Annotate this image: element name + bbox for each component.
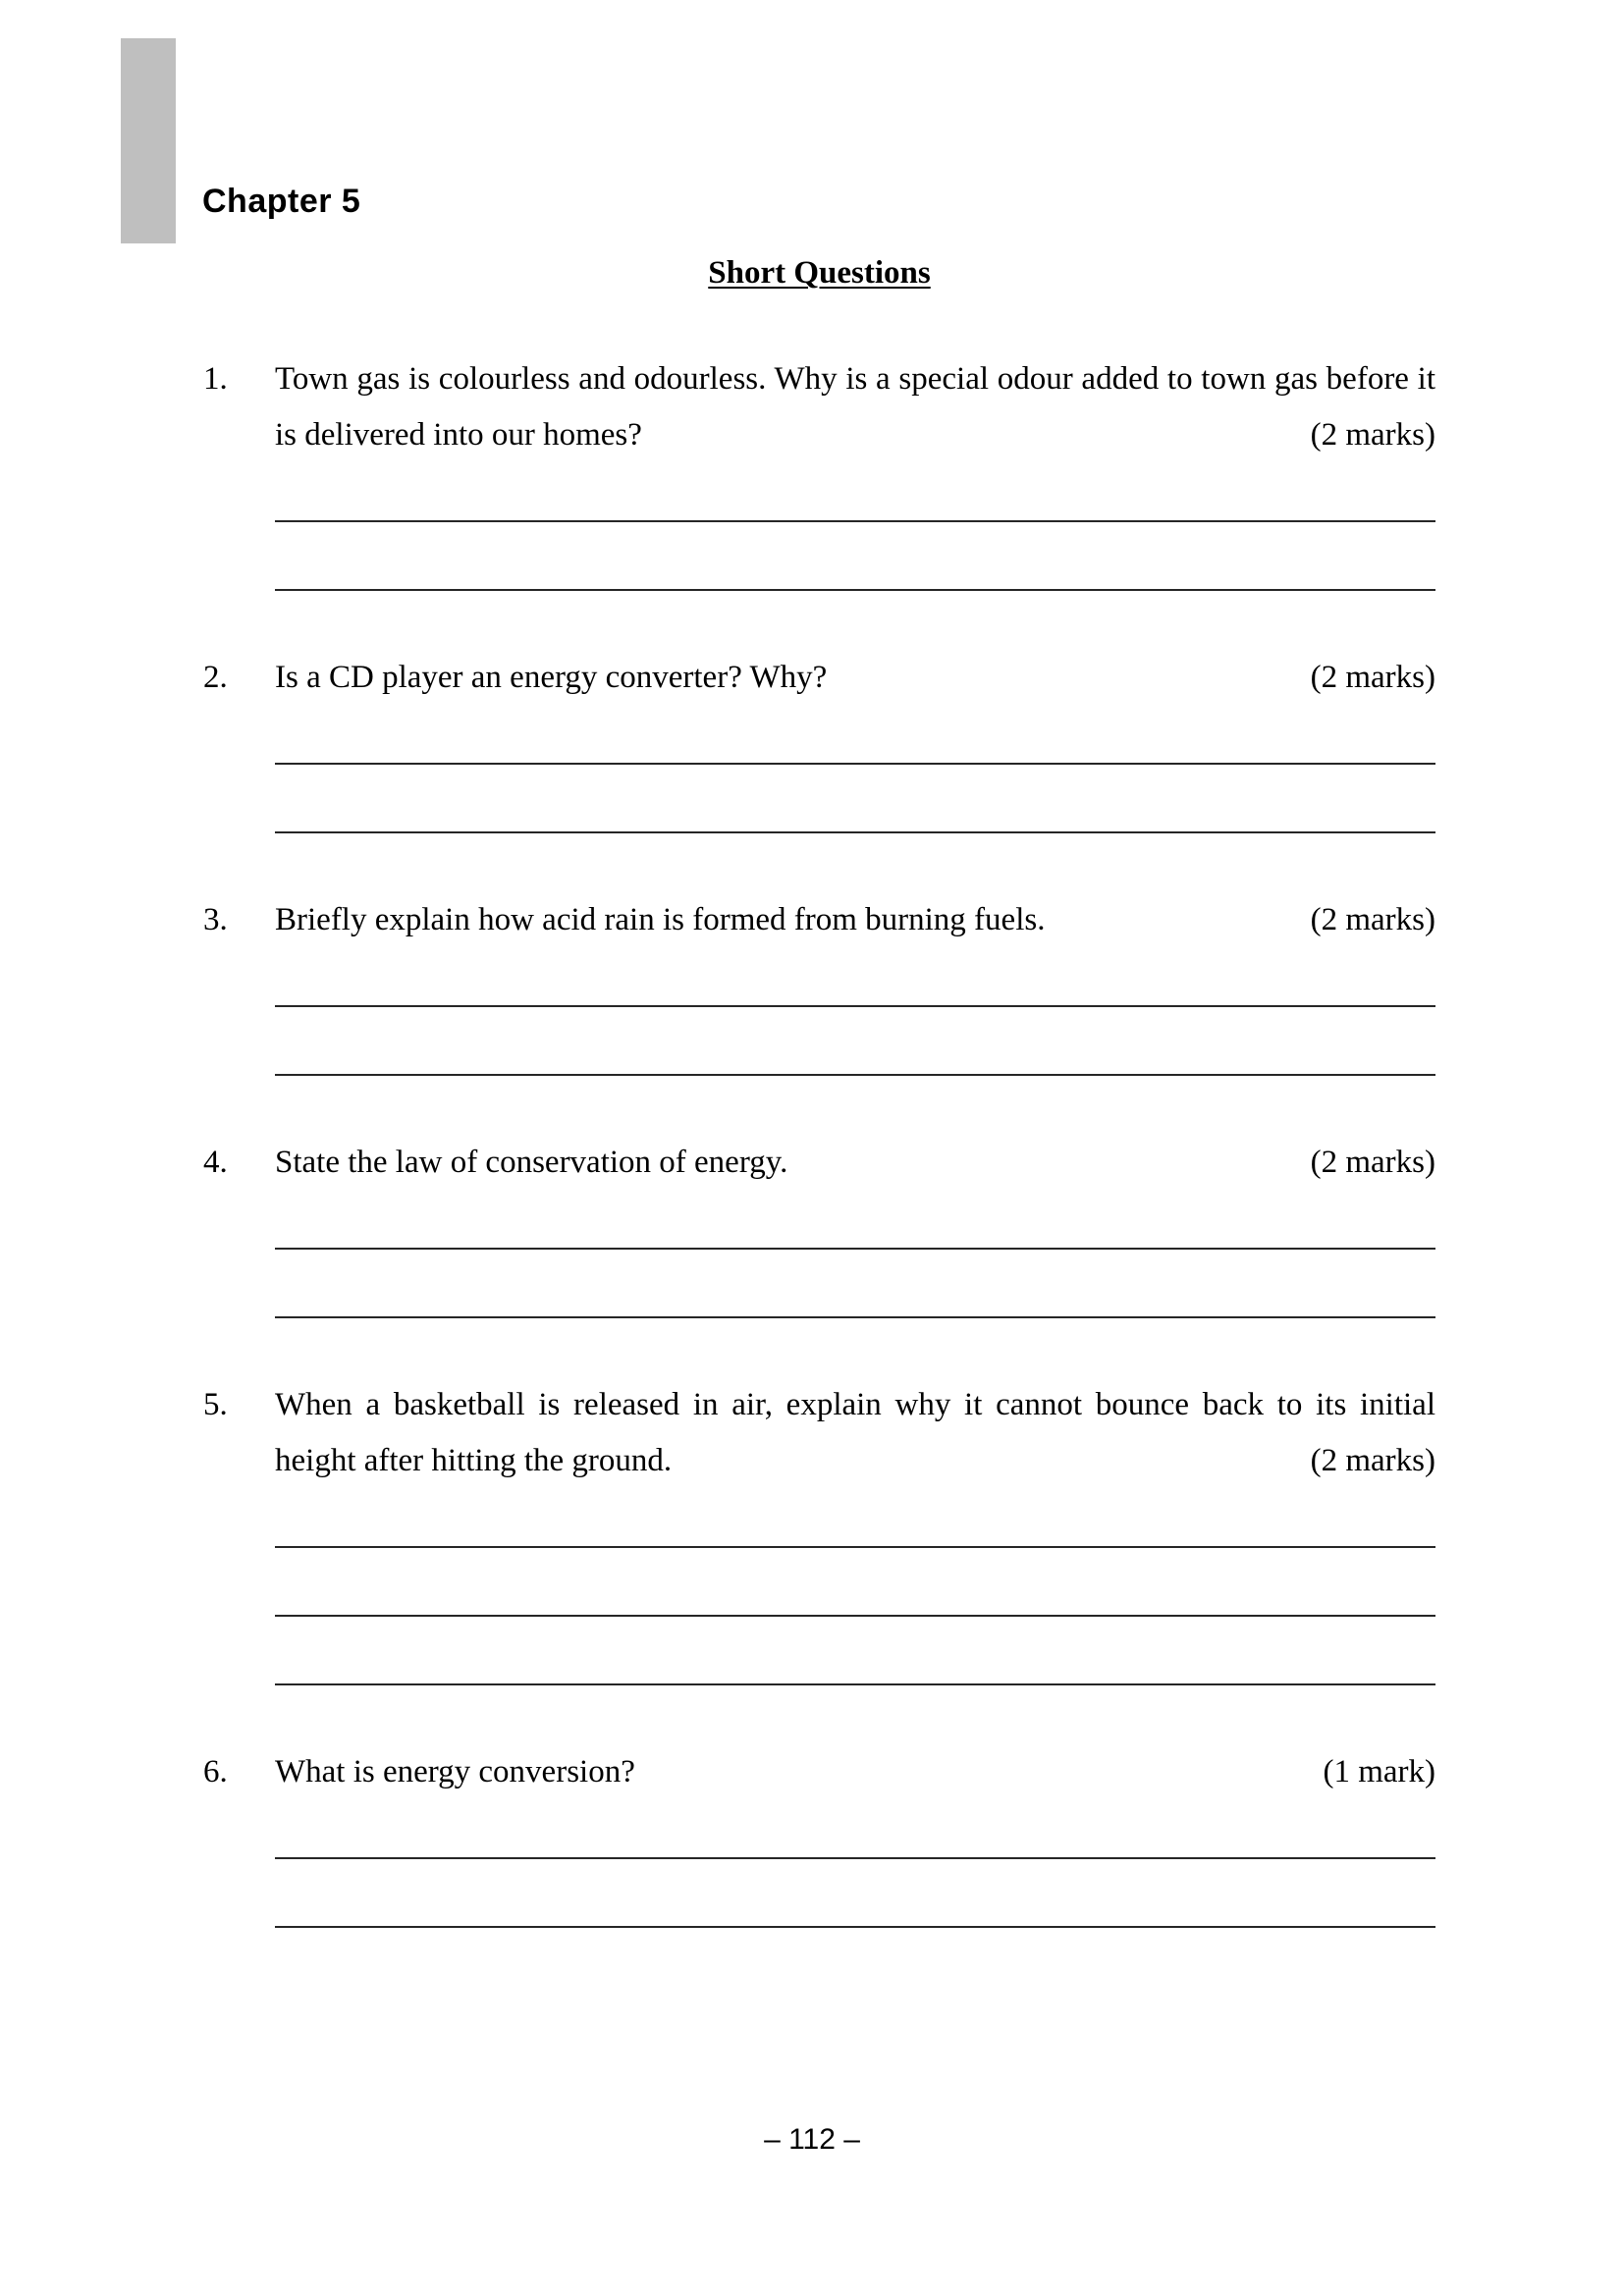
answer-line [275, 1316, 1435, 1318]
chapter-label: Chapter 5 [202, 183, 361, 220]
answer-line [275, 520, 1435, 522]
question-body [275, 351, 1435, 463]
question-number: 6. [203, 1754, 228, 1789]
question-block [203, 1135, 1435, 1318]
question-row [203, 1377, 1435, 1489]
answer-line [275, 1926, 1435, 1928]
question-text: Briefly explain how acid rain is formed from burning fuels. [275, 902, 1046, 937]
question-list [203, 351, 1435, 1928]
question-row [203, 1135, 1435, 1191]
question-block [203, 1377, 1435, 1685]
answer-line [275, 1005, 1435, 1007]
answer-line [275, 1683, 1435, 1685]
question-block [203, 892, 1435, 1076]
answer-line [275, 589, 1435, 591]
answer-line [275, 1074, 1435, 1076]
question-number: 3. [203, 902, 228, 937]
marks-label: (2 marks) [1310, 660, 1435, 695]
section-title: Short Questions [708, 255, 931, 291]
answer-line [275, 1248, 1435, 1250]
worksheet-content [203, 253, 1435, 1928]
question-number: 5. [203, 1387, 228, 1422]
question-number: 4. [203, 1145, 228, 1180]
question-block [203, 351, 1435, 591]
chapter-tab-bar [121, 38, 176, 243]
question-body [275, 650, 1435, 706]
question-text: State the law of conservation of energy. [275, 1145, 788, 1180]
question-text: Town gas is colourless and odourless. Why is a special odour added to town gas before it is delivered into our homes? [275, 361, 1435, 453]
marks-label: (1 mark) [1323, 1754, 1435, 1789]
marks-label: (2 marks) [1310, 417, 1435, 453]
marks-label: (2 marks) [1310, 1145, 1435, 1180]
question-row [203, 351, 1435, 463]
answer-line [275, 763, 1435, 765]
question-text: What is energy conversion? [275, 1754, 635, 1789]
question-text: Is a CD player an energy converter? Why? [275, 660, 828, 695]
question-block [203, 1744, 1435, 1928]
question-row [203, 892, 1435, 948]
marks-label: (2 marks) [1310, 1443, 1435, 1478]
page-number: – 112 – [764, 2123, 860, 2156]
question-body [275, 1377, 1435, 1489]
question-number: 2. [203, 660, 228, 695]
question-row [203, 650, 1435, 706]
answer-line [275, 1546, 1435, 1548]
answer-line [275, 831, 1435, 833]
question-number: 1. [203, 361, 228, 397]
question-block [203, 650, 1435, 833]
question-row [203, 1744, 1435, 1800]
question-body [275, 892, 1435, 948]
answer-line [275, 1857, 1435, 1859]
question-body [275, 1135, 1435, 1191]
answer-line [275, 1615, 1435, 1617]
question-text: When a basketball is released in air, explain why it cannot bounce back to its initial height after hitting the ground. [275, 1387, 1435, 1478]
question-body [275, 1744, 1435, 1800]
marks-label: (2 marks) [1310, 902, 1435, 937]
